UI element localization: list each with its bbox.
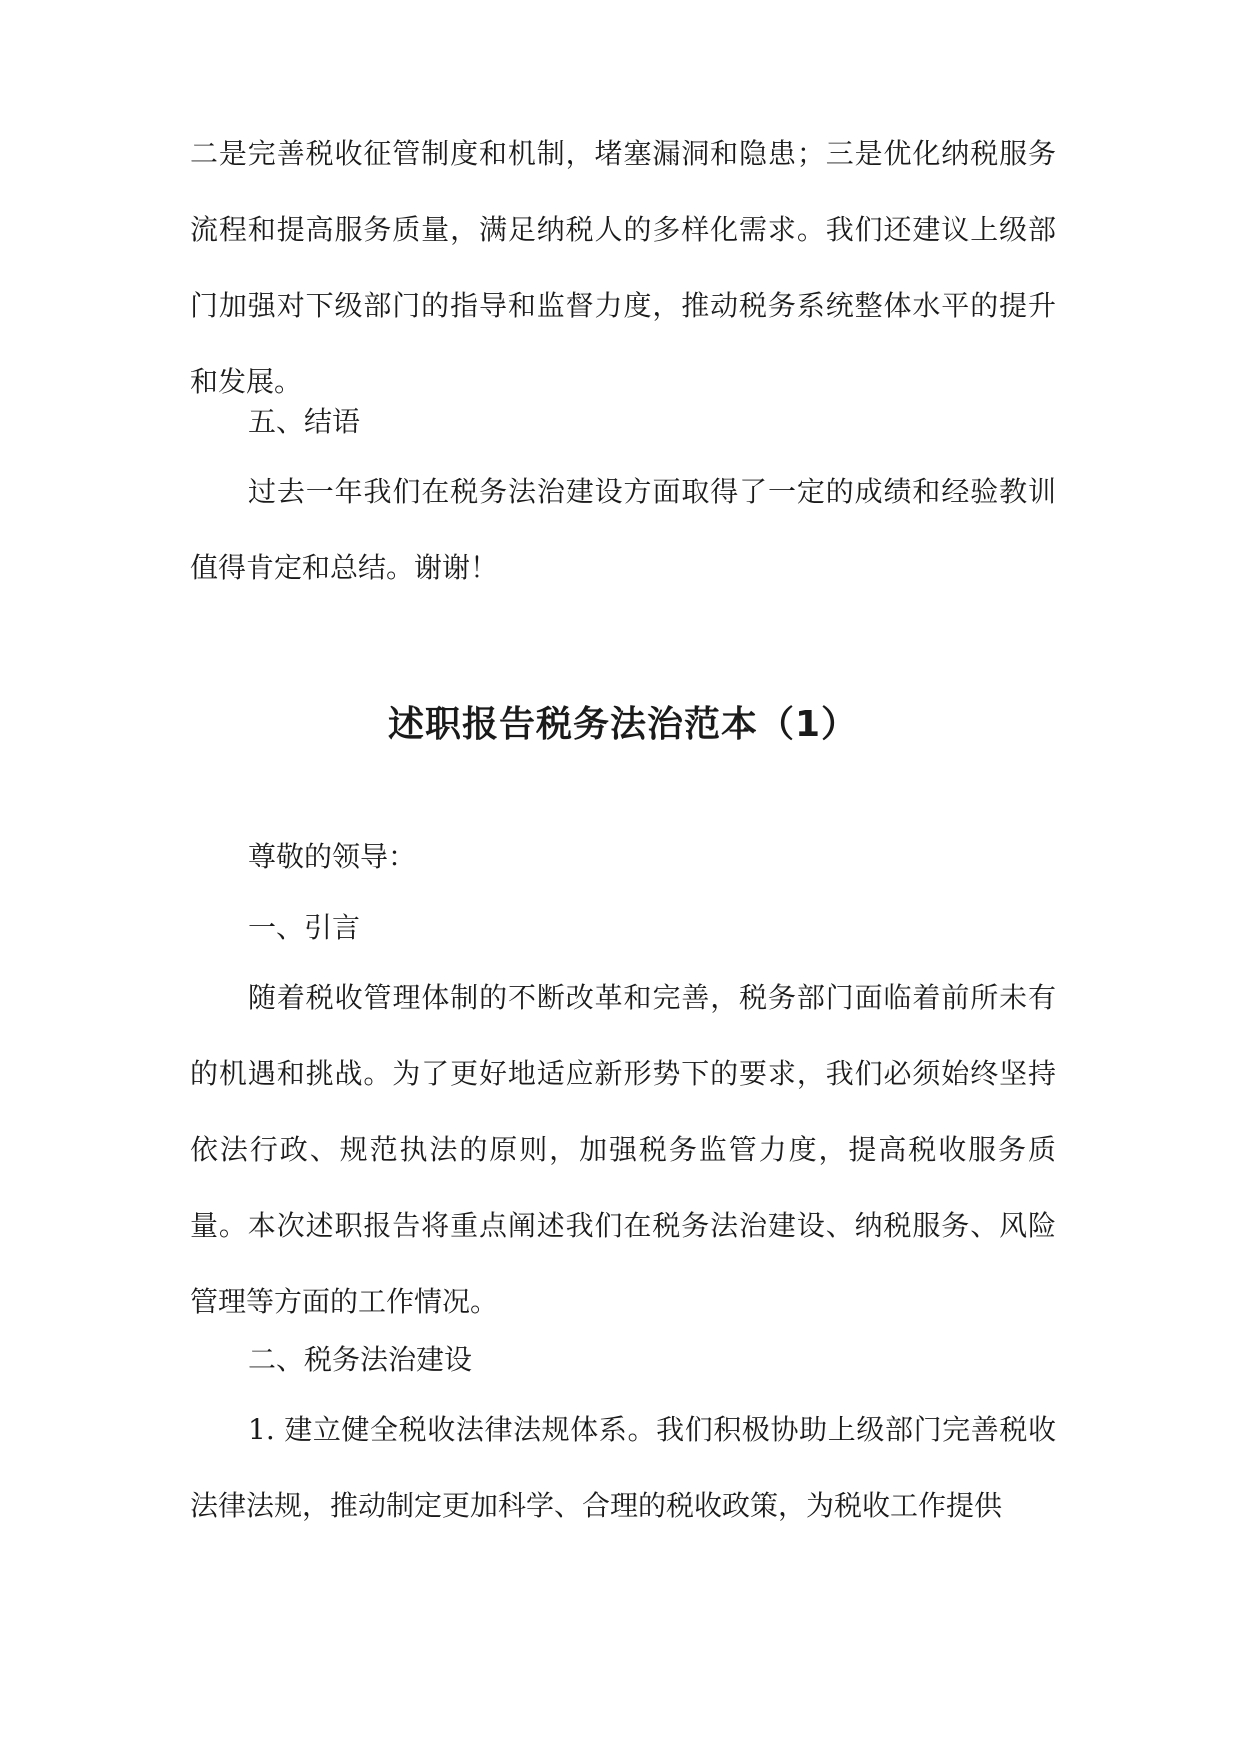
intro-paragraph: 随着税收管理体制的不断改革和完善，税务部门面临着前所未有的机遇和挑战。为了更好地适应新形势下的要求，我们必须始终坚持依法行政、规范执法的原则，加强税务监管力度，提高税收服务质量。本次述职报告将重点阐述我们在税务法治建设、纳税服务、风险管理等方面的工作情况。 xyxy=(190,981,1056,1318)
section-one-heading: 一、引言 xyxy=(248,911,361,944)
item-one-paragraph: 1. 建立健全税收法律法规体系。我们积极协助上级部门完善税收法律法规，推动制定更加科学、合理的税收政策，为税收工作提供 xyxy=(190,1413,1056,1522)
document-title: 述职报告税务法治范本（1） xyxy=(387,704,859,745)
section-five-heading: 五、结语 xyxy=(248,405,361,438)
salutation: 尊敬的领导： xyxy=(248,840,417,873)
section-two-heading: 二、税务法治建设 xyxy=(248,1343,473,1376)
continuation-paragraph: 二是完善税收征管制度和机制，堵塞漏洞和隐患；三是优化纳税服务流程和提高服务质量，满足纳税人的多样化需求。我们还建议上级部门加强对下级部门的指导和监督力度，推动税务系统整体水平的提升和发展。 xyxy=(190,137,1056,398)
conclusion-paragraph: 过去一年我们在税务法治建设方面取得了一定的成绩和经验教训值得肯定和总结。谢谢！ xyxy=(190,475,1056,584)
